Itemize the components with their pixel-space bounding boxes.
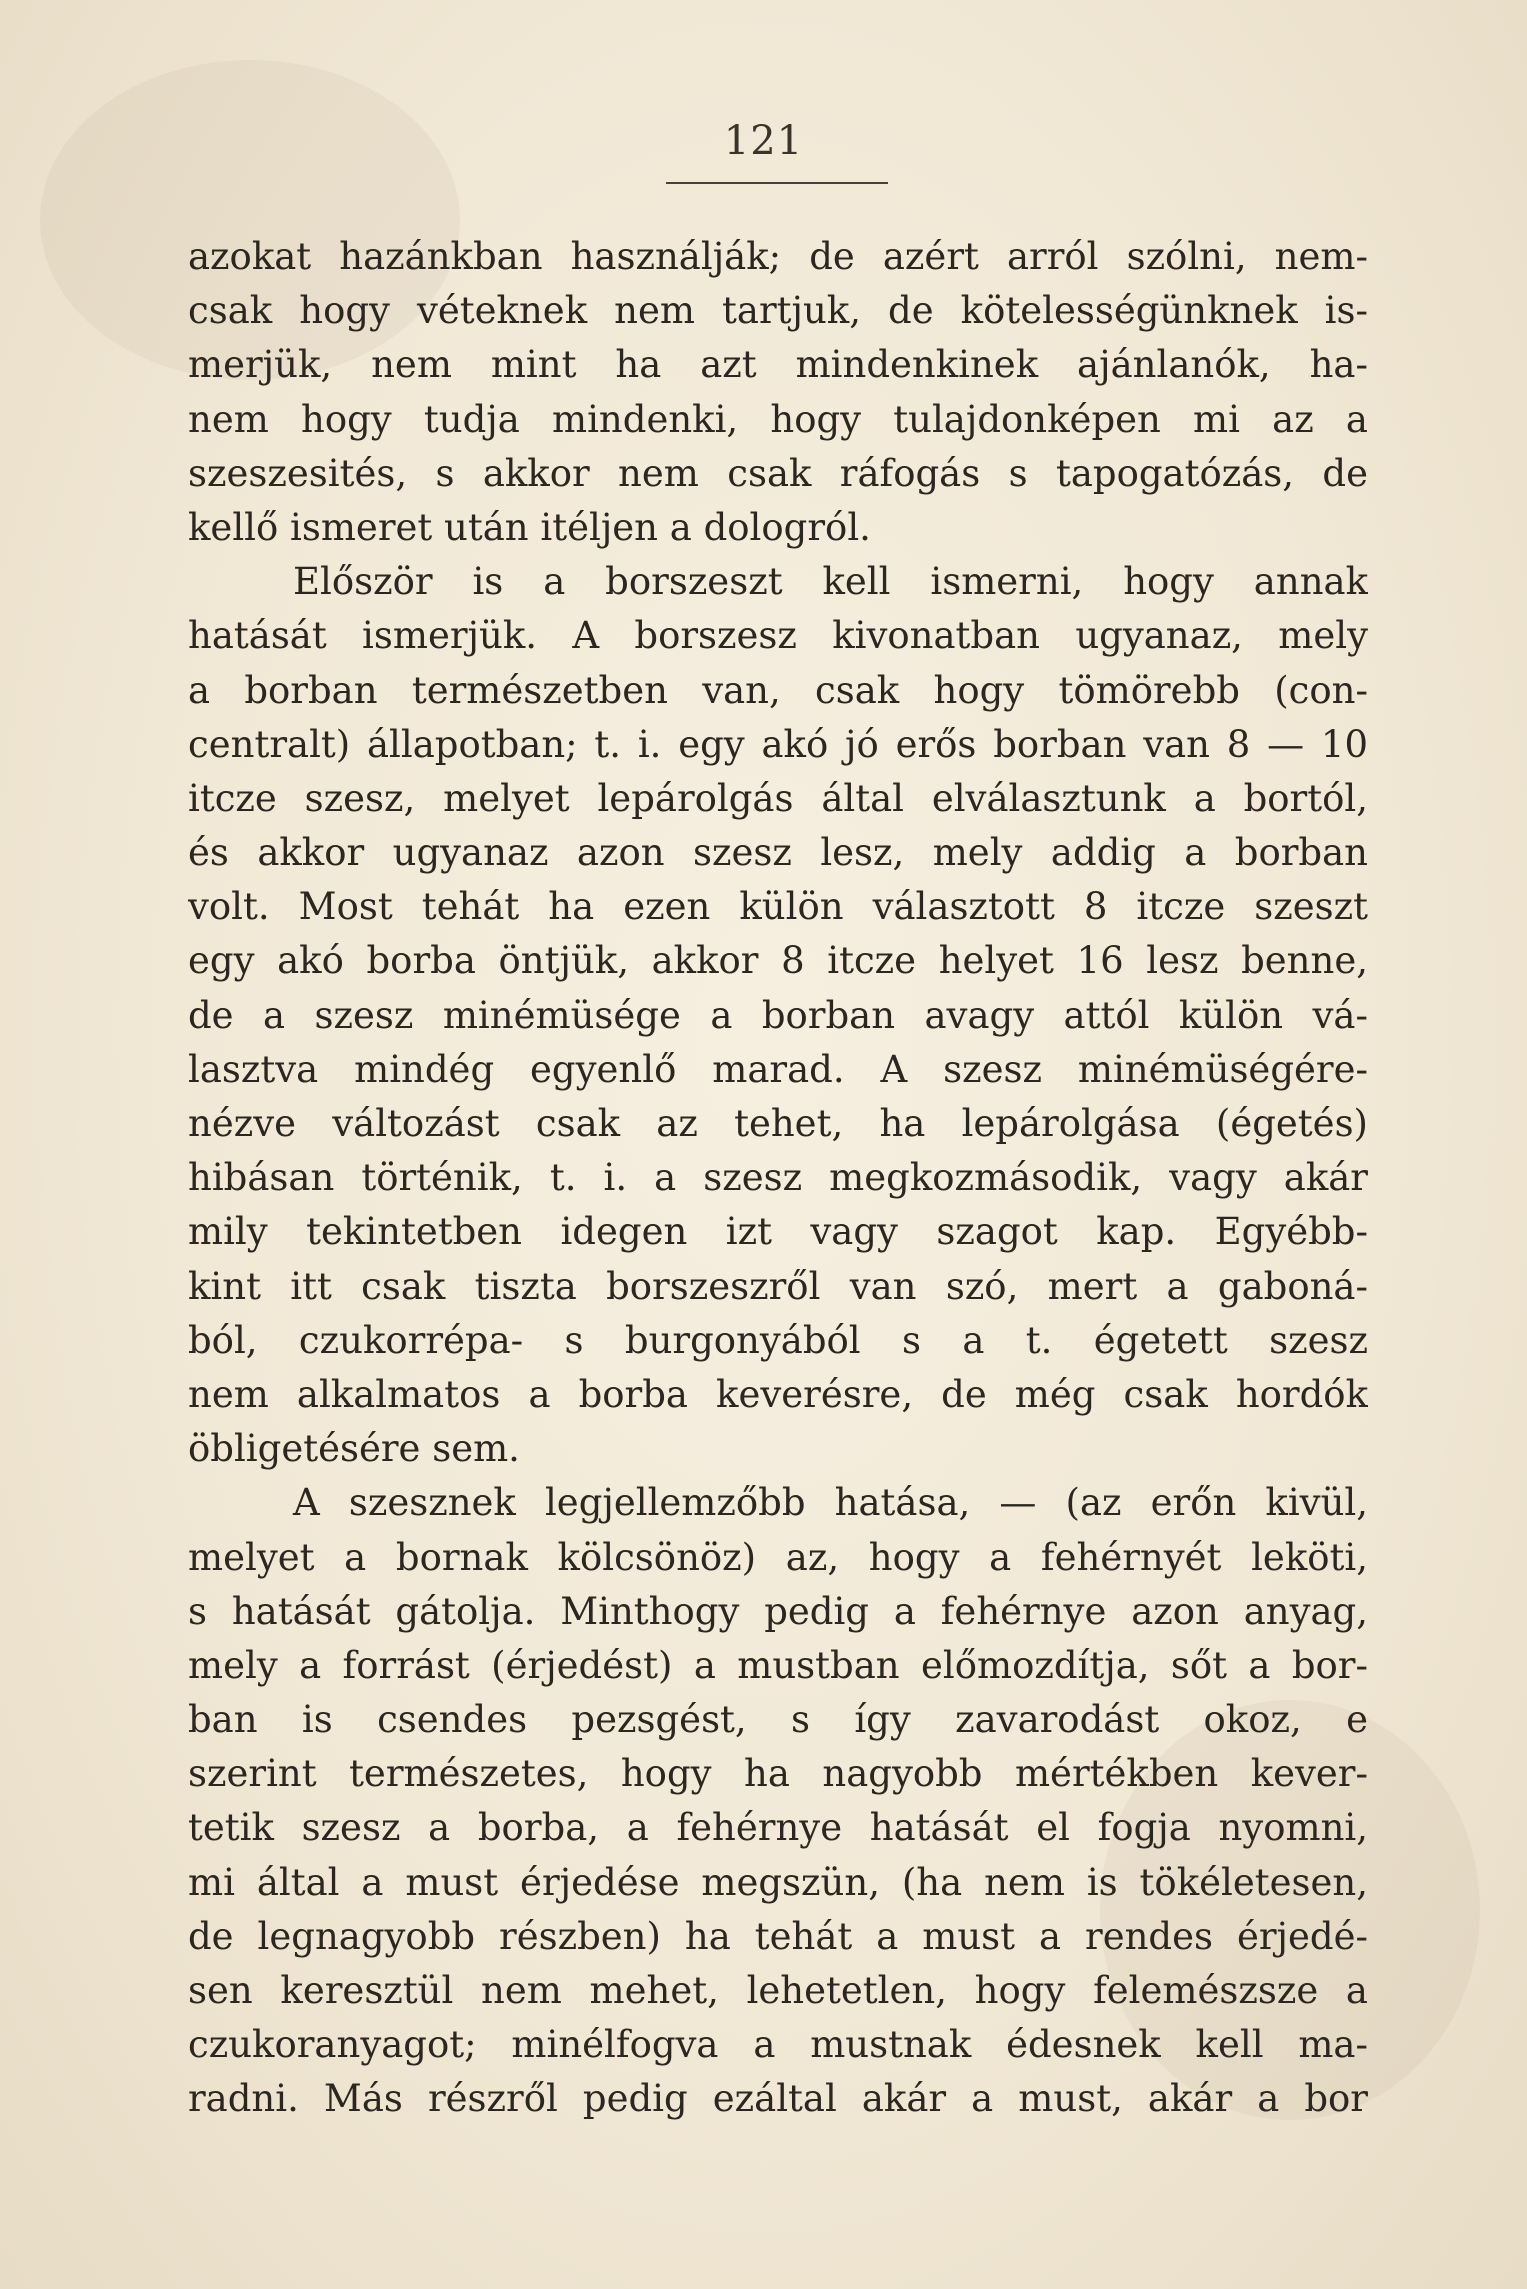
- text-line: itcze szesz, melyet lepárolgás által elválasztunk a bortól,: [188, 776, 1368, 820]
- text-line: Először is a borszeszt kell ismerni, hogy annak: [293, 560, 1368, 604]
- text-line: mi által a must érjedése megszün, (ha nem is tökéletesen,: [188, 1860, 1368, 1904]
- text-line: melyet a bornak kölcsönöz) az, hogy a fehérnyét leköti,: [188, 1535, 1368, 1579]
- text-line: volt. Most tehát ha ezen külön választott 8 itcze szeszt: [188, 885, 1368, 929]
- text-line: radni. Más részről pedig ezáltal akár a must, akár a bor: [188, 2077, 1368, 2121]
- text-line: merjük, nem mint ha azt mindenkinek ajánlanók, ha-: [188, 343, 1368, 387]
- text-line: nem alkalmatos a borba keverésre, de még csak hordók: [188, 1372, 1368, 1416]
- text-line: de a szesz minémüsége a borban avagy attól külön vá-: [188, 993, 1368, 1037]
- text-line: de legnagyobb részben) ha tehát a must a rendes érjedé-: [188, 1914, 1368, 1958]
- text-line: s hatását gátolja. Minthogy pedig a fehérnye azon anyag,: [188, 1589, 1368, 1633]
- text-line: sen keresztül nem mehet, lehetetlen, hogy felemészsze a: [188, 1969, 1368, 2012]
- text-line: ból, czukorrépa- s burgonyából s a t. égetett szesz: [188, 1318, 1368, 1362]
- text-line: nem hogy tudja mindenki, hogy tulajdonképen mi az a: [188, 397, 1368, 441]
- text-line: A szesznek legjellemzőbb hatása, — (az erőn kivül,: [293, 1481, 1368, 1525]
- page-number: 121: [723, 118, 804, 164]
- body-text: [188, 230, 1368, 2127]
- text-line: a borban természetben van, csak hogy tömörebb (con-: [188, 668, 1368, 712]
- text-line: hibásan történik, t. i. a szesz megkozmásodik, vagy akár: [188, 1156, 1368, 1200]
- header-rule: [666, 182, 888, 184]
- text-line: szerint természetes, hogy ha nagyobb mértékben kever-: [188, 1752, 1368, 1796]
- text-line: lasztva mindég egyenlő marad. A szesz minémüségére-: [188, 1047, 1368, 1091]
- text-line: kint itt csak tiszta borszeszről van szó, mert a gaboná-: [188, 1264, 1368, 1308]
- text-line: czukoranyagot; minélfogva a mustnak édesnek kell ma-: [188, 2023, 1368, 2067]
- text-line: csak hogy véteknek nem tartjuk, de kötelességünknek is-: [188, 289, 1368, 333]
- text-line: szeszesités, s akkor nem csak ráfogás s tapogatózás, de: [188, 451, 1368, 495]
- text-line: öbligetésére sem.: [188, 1427, 520, 1471]
- text-line: hatását ismerjük. A borszesz kivonatban ugyanaz, mely: [188, 614, 1368, 658]
- text-line: mily tekintetben idegen izt vagy szagot kap. Egyébb-: [188, 1210, 1368, 1254]
- text-line: nézve változást csak az tehet, ha lepárolgása (égetés): [188, 1102, 1368, 1145]
- text-line: centralt) állapotban; t. i. egy akó jó erős borban van 8 — 10: [188, 722, 1368, 766]
- text-line: tetik szesz a borba, a fehérnye hatását el fogja nyomni,: [188, 1806, 1368, 1850]
- text-line: azokat hazánkban használják; de azért arról szólni, nem-: [188, 235, 1368, 278]
- text-line: egy akó borba öntjük, akkor 8 itcze helyet 16 lesz benne,: [188, 939, 1368, 983]
- text-line: mely a forrást (érjedést) a mustban előmozdítja, sőt a bor-: [188, 1643, 1368, 1687]
- text-line: ban is csendes pezsgést, s így zavarodást okoz, e: [188, 1698, 1368, 1742]
- text-line: kellő ismeret után itéljen a dologról.: [188, 505, 871, 549]
- text-line: és akkor ugyanaz azon szesz lesz, mely addig a borban: [188, 831, 1368, 875]
